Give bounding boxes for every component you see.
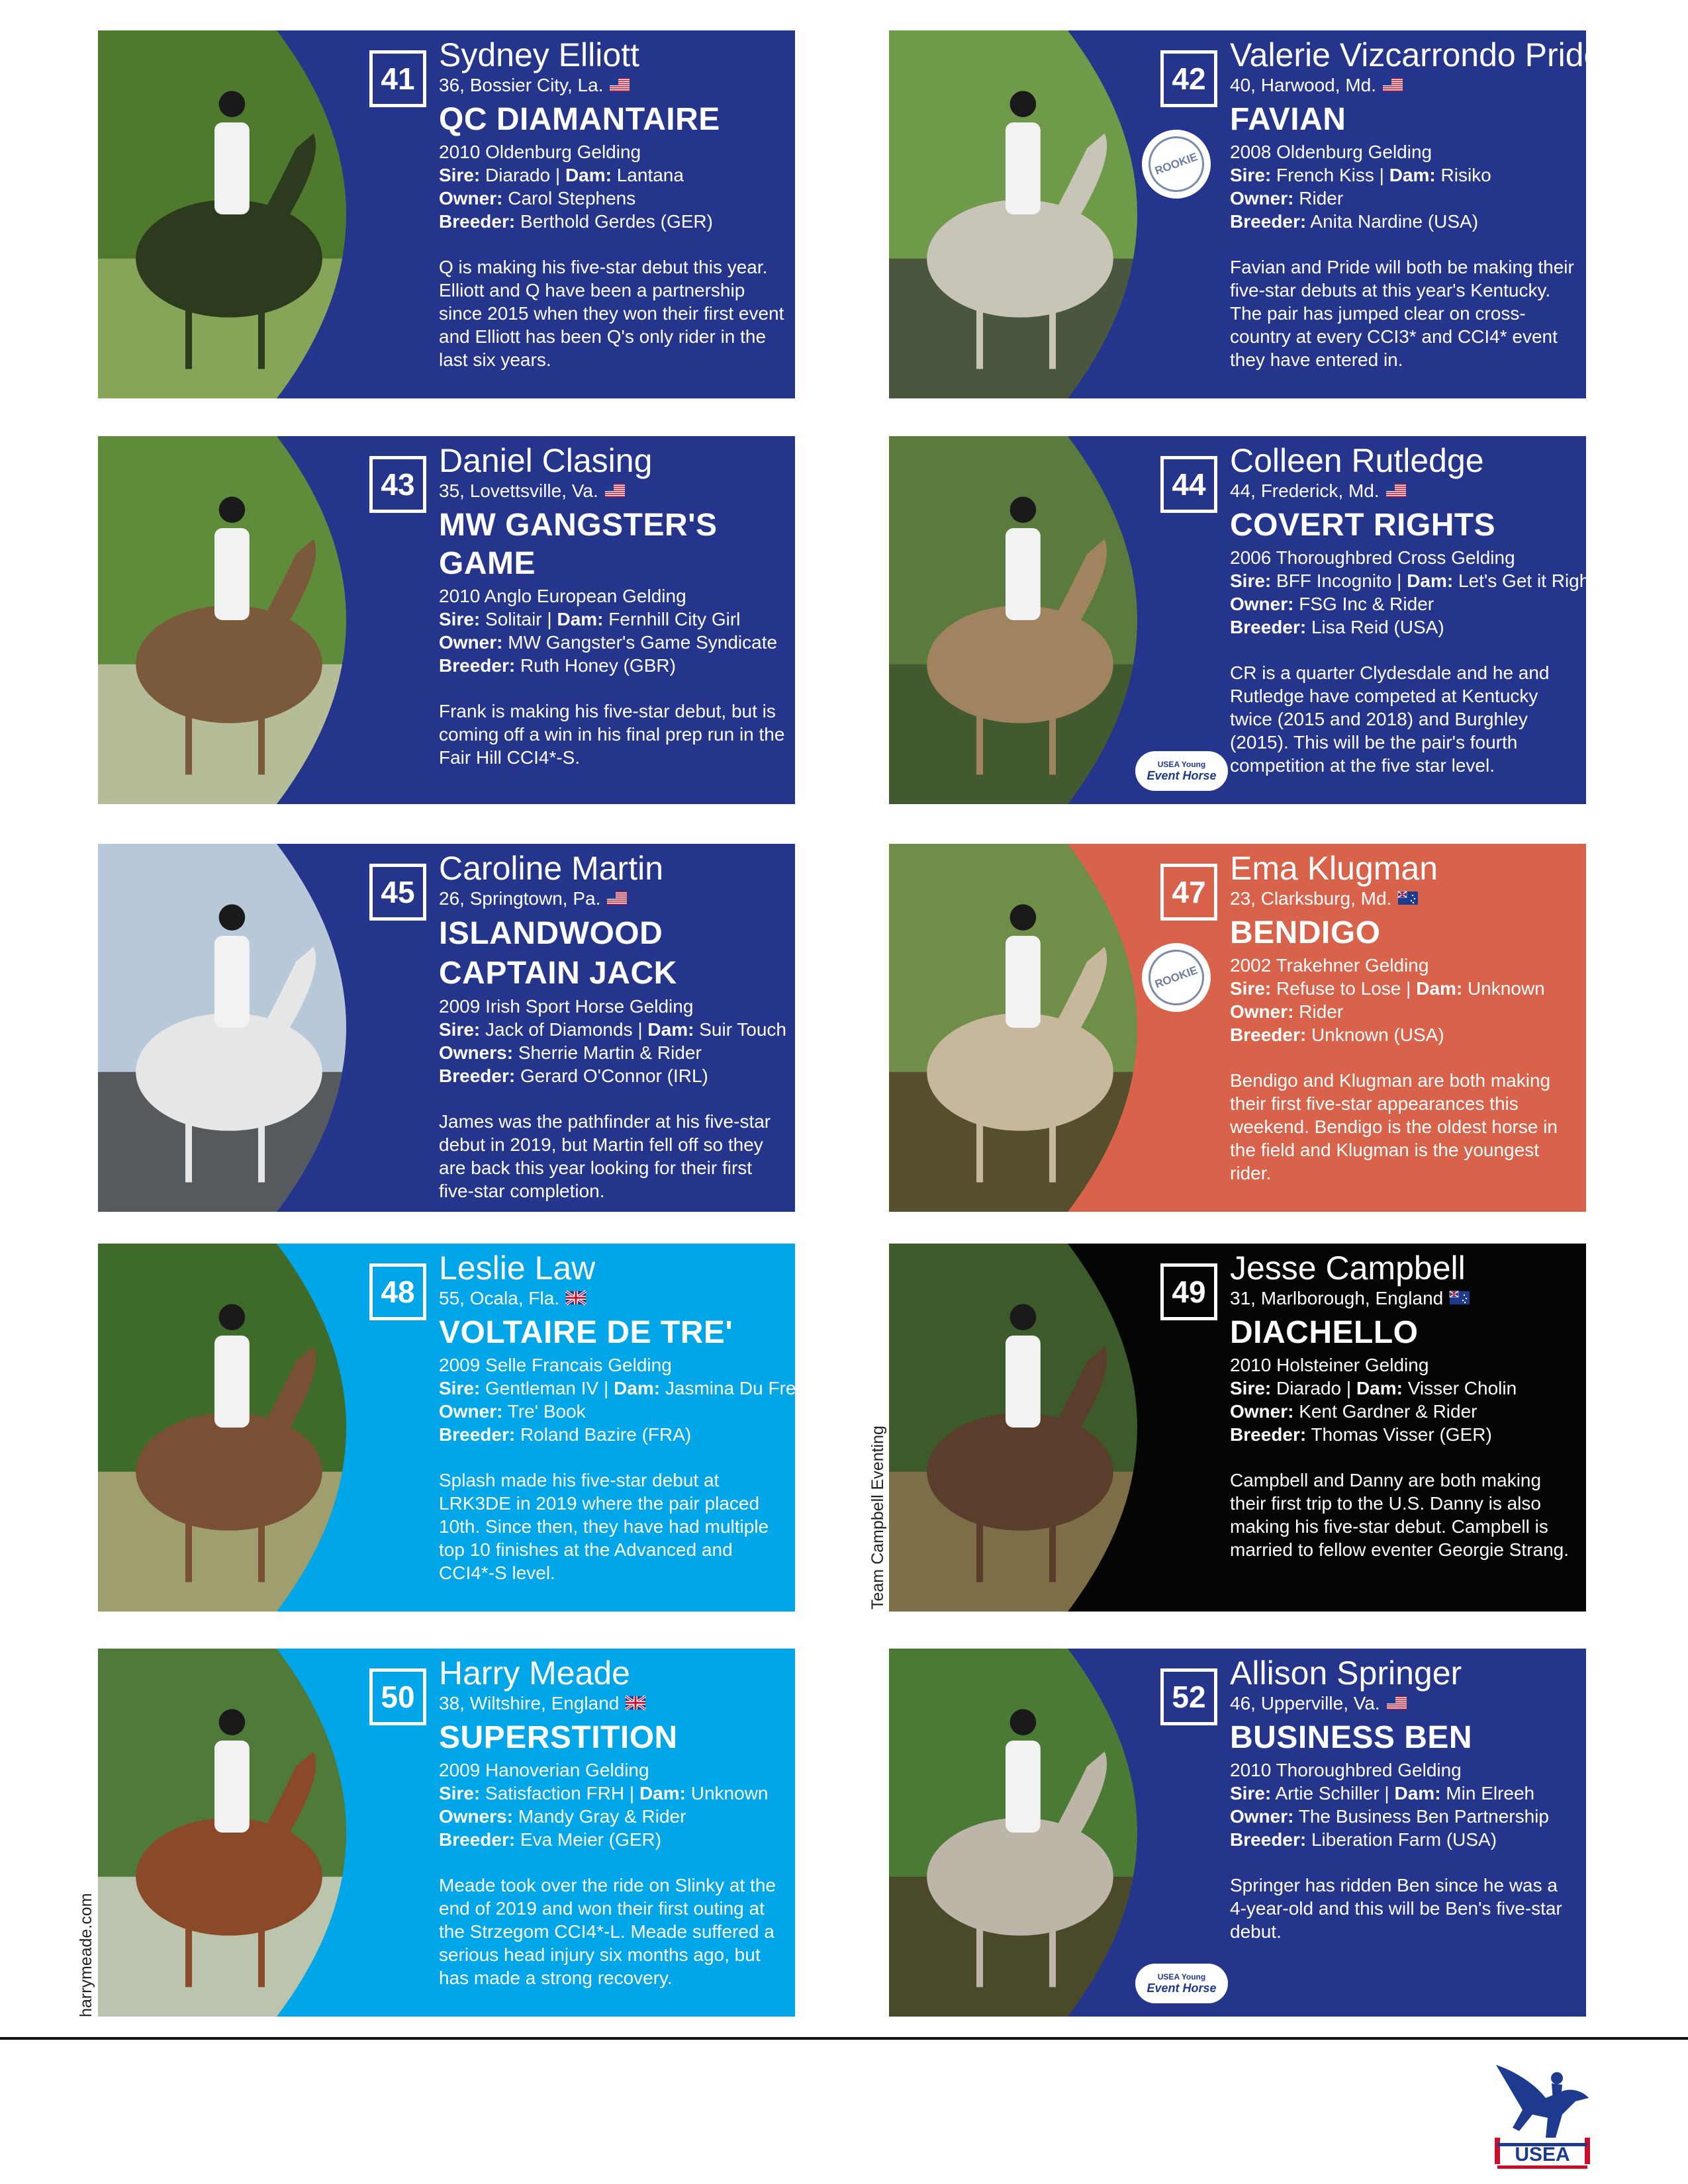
sire-value: Refuse to Lose [1276,978,1401,999]
horse-bio: Favian and Pride will both be making their five-star debuts at this year's Kentucky. The pair has jumped clear on cross-country at every CCI3* and CCI4* event they have entered in. [1230,257,1574,370]
breeder-value: Unknown (USA) [1311,1024,1444,1045]
rider-card-50 [98,1649,795,2017]
sire-label: Sire: [439,1019,481,1040]
horse-name: MW GANGSTER'S GAME [439,508,718,581]
breeder-label: Breeder: [1230,617,1307,637]
horse-bio: CR is a quarter Clydesdale and he and Rutledge have competed at Kentucky twice (2015 and 2018) and Burghley (2015). This will be the pair's fourth competition at the five star level. [1230,662,1550,776]
owner-value: Carol Stephens [508,188,636,208]
rookie-badge-text: ROOKIE [1141,128,1212,200]
horse-details [439,1353,826,1446]
footer-rule [0,2037,1688,2040]
location-text: 55, Ocala, Fla. [439,1288,560,1308]
rider-info [1230,849,1577,1185]
location-text: 40, Harwood, Md. [1230,75,1376,95]
horse-pedigree: Sire: Diarado | Dam: Visser Cholin [1230,1378,1517,1398]
horse-details [1230,546,1595,639]
dam-value: Lantana [616,165,684,185]
logo-line-2: Event Horse [1147,769,1217,782]
rider-photo [889,436,1180,804]
rider-number: 50 [369,1668,426,1725]
horse-owner [1230,187,1577,210]
horse-bio: Bendigo and Klugman are both making their first five-star appearances this weekend. Bendigo is the oldest horse in the field and Klugman is the youngest rider. [1230,1070,1558,1183]
owner-label: Owner: [1230,594,1294,614]
breeder-value: Lisa Reid (USA) [1311,617,1444,637]
location-text: 23, Clarksburg, Md. [1230,888,1392,909]
dam-label: Dam: [647,1019,694,1040]
rider-number: 45 [369,864,426,921]
rider-info [1230,36,1603,371]
horse-breeder [1230,210,1577,233]
breeder-label: Breeder: [1230,1829,1307,1850]
horse-bio: Splash made his five-star debut at LRK3DE in 2019 where the pair placed 10th. Since then, they have had multiple top 10 finishes at the Advanced and CCI4*-S level. [439,1470,769,1583]
rider-photo [889,1244,1180,1612]
horse-breeder [439,1828,786,1851]
horse-breed: 2010 Anglo European Gelding [439,586,686,606]
horse-pedigree: Sire: Gentleman IV | Dam: Jasmina Du Fresne [439,1378,826,1398]
rider-info [439,1249,826,1584]
photo-credit-campbell: Team Campbell Eventing [868,1426,887,1610]
sire-label: Sire: [1230,570,1272,591]
rider-info [1230,1249,1577,1561]
sire-value: BFF Incognito [1276,570,1392,591]
rider-card-45 [98,844,795,1212]
rider-photo [889,1649,1180,2017]
horse-breed: 2002 Trakehner Gelding [1230,955,1429,976]
horse-details [1230,1758,1577,1851]
rider-photo [889,844,1180,1212]
owner-label: Owner: [1230,1806,1294,1827]
dam-value: Suir Touch [699,1019,787,1040]
logo-line-1: USEA Young [1157,1972,1206,1981]
horse-owner [439,187,786,210]
breeder-value: Eva Meier (GER) [520,1829,662,1850]
horse-breed: 2009 Hanoverian Gelding [439,1760,649,1780]
horse-details [1230,140,1577,233]
rider-name: Allison Springer [1230,1655,1462,1692]
rider-name: Valerie Vizcarrondo Pride [1230,36,1603,73]
photo-credit-meade: harrymeade.com [77,1893,95,2017]
horse-owner [1230,592,1577,615]
rider-name: Ema Klugman [1230,850,1438,887]
horse-details [1230,954,1577,1046]
rider-card-42 [889,30,1603,398]
sire-label: Sire: [1230,1378,1272,1398]
horse-owner [439,1041,786,1064]
rider-info [439,441,786,769]
rider-name: Sydney Elliott [439,36,639,73]
flag-icon [566,1287,586,1310]
horse-breeder [439,210,786,233]
rider-photo [98,1649,389,2017]
horse-owner [1230,1805,1577,1828]
sire-label: Sire: [439,165,481,185]
horse-pedigree: Sire: Diarado | Dam: Lantana [439,165,684,185]
usea-logo-text: USEA [1515,2144,1570,2165]
horse-details [1230,1353,1577,1446]
owner-value: Rider [1299,188,1344,208]
owner-value: Kent Gardner & Rider [1299,1401,1477,1422]
rider-photo [889,30,1180,398]
horse-pedigree: Sire: BFF Incognito | Dam: Let's Get it Right [1230,570,1595,591]
owner-label: Owners: [439,1042,514,1063]
rider-name: Harry Meade [439,1655,630,1692]
horse-breeder [1230,1023,1577,1046]
location-text: 31, Marlborough, England [1230,1288,1444,1308]
rider-card-43 [98,436,795,804]
horse-details [439,584,786,677]
horse-details [439,1758,786,1851]
horse-owner [439,1400,786,1423]
sire-value: Jack of Diamonds [485,1019,633,1040]
rookie-badge [1142,130,1211,199]
owner-value: Sherrie Martin & Rider [518,1042,702,1063]
rider-name: Caroline Martin [439,850,664,887]
horse-breed: 2010 Oldenburg Gelding [439,142,641,162]
rider-info [1230,1654,1577,1943]
owner-label: Owner: [439,1401,503,1422]
dam-label: Dam: [565,165,612,185]
breeder-value: Anita Nardine (USA) [1310,211,1479,232]
flag-icon [1387,1692,1407,1715]
rider-location [1230,74,1577,97]
horse-breeder [1230,1423,1577,1446]
rider-info [439,36,786,371]
horse-owner [439,1805,786,1828]
horse-bio: Q is making his five-star debut this year. Elliott and Q have been a partnership since 2015 when they won their first event and Elliott has been Q's only rider in the last six years. [439,257,784,370]
sire-value: Artie Schiller [1275,1783,1380,1803]
owner-label: Owners: [439,1806,514,1827]
rider-location [1230,887,1577,910]
sire-value: French Kiss [1276,165,1374,185]
flag-icon [1450,1287,1470,1310]
rider-card-49 [889,1244,1586,1612]
young-event-horse-logo [1135,751,1228,791]
breeder-value: Liberation Farm (USA) [1311,1829,1497,1850]
dam-label: Dam: [1407,570,1454,591]
young-event-horse-logo [1135,1964,1228,2003]
rider-location [1230,1287,1577,1310]
dam-value: Visser Cholin [1407,1378,1517,1398]
rider-name: Daniel Clasing [439,442,653,479]
owner-value: Mandy Gray & Rider [518,1806,686,1827]
location-text: 36, Bossier City, La. [439,75,604,95]
breeder-label: Breeder: [1230,211,1307,232]
location-text: 46, Upperville, Va. [1230,1693,1380,1713]
flag-icon [1383,74,1403,97]
rider-number: 49 [1160,1263,1217,1320]
dam-value: Fernhill City Girl [608,609,741,629]
horse-name: ISLANDWOOD CAPTAIN JACK [439,916,677,991]
breeder-value: Roland Bazire (FRA) [520,1424,692,1445]
rider-location [439,480,786,502]
breeder-label: Breeder: [439,1829,516,1850]
horse-breed: 2006 Thoroughbred Cross Gelding [1230,547,1515,568]
dam-value: Risiko [1440,165,1491,185]
horse-name: VOLTAIRE DE TRE' [439,1315,733,1350]
flag-icon [605,480,625,502]
rider-number: 41 [369,50,426,107]
rider-card-52 [889,1649,1586,2017]
owner-label: Owner: [1230,188,1294,208]
horse-name: BUSINESS BEN [1230,1720,1473,1755]
horse-pedigree: Sire: French Kiss | Dam: Risiko [1230,165,1491,185]
breeder-value: Berthold Gerdes (GER) [520,211,713,232]
horse-owner [1230,1400,1577,1423]
breeder-label: Breeder: [1230,1024,1307,1045]
rider-card-48 [98,1244,826,1612]
dam-value: Let's Get it Right [1458,570,1595,591]
sire-label: Sire: [439,609,481,629]
rider-photo [98,436,389,804]
rider-location [439,887,786,910]
breeder-value: Ruth Honey (GBR) [520,655,676,676]
owner-label: Owner: [439,632,503,653]
horse-pedigree: Sire: Solitair | Dam: Fernhill City Girl [439,609,741,629]
dam-label: Dam: [1356,1378,1403,1398]
horse-breeder [439,654,786,677]
dam-label: Dam: [557,609,604,629]
sire-label: Sire: [439,1378,481,1398]
rider-card-47 [889,844,1586,1212]
dam-label: Dam: [1389,165,1436,185]
horse-breed: 2010 Thoroughbred Gelding [1230,1760,1462,1780]
horse-name: BENDIGO [1230,915,1381,950]
rider-name: Jesse Campbell [1230,1250,1466,1287]
horse-pedigree: Sire: Satisfaction FRH | Dam: Unknown [439,1783,769,1803]
horse-details [439,995,786,1087]
horse-bio: James was the pathfinder at his five-star debut in 2019, but Martin fell off so they are back this year looking for their first five-star completion. [439,1111,771,1201]
owner-value: FSG Inc & Rider [1299,594,1434,614]
horse-owner [439,631,786,654]
sire-label: Sire: [439,1783,481,1803]
location-text: 35, Lovettsville, Va. [439,480,598,501]
rider-location [439,1287,786,1310]
rider-info [439,849,786,1203]
rider-number: 44 [1160,456,1217,513]
usea-logo [1483,2052,1602,2171]
horse-breed: 2009 Selle Francais Gelding [439,1355,672,1375]
rider-card-41 [98,30,795,398]
sire-value: Diarado [485,165,551,185]
breeder-value: Gerard O'Connor (IRL) [520,1066,708,1086]
flag-icon [626,1692,645,1715]
flag-icon [607,887,627,910]
horse-bio: Meade took over the ride on Slinky at the end of 2019 and won their first outing at the Strzegom CCI4*-L. Meade suffered a serious head injury six months ago, but has made a strong recovery. [439,1875,776,1988]
owner-value: The Business Ben Partnership [1298,1806,1549,1827]
horse-name: COVERT RIGHTS [1230,508,1496,543]
rider-info [1230,441,1595,777]
logo-line-1: USEA Young [1157,760,1206,769]
sire-value: Diarado [1276,1378,1342,1398]
horse-details [439,140,786,233]
dam-label: Dam: [1416,978,1463,999]
dam-label: Dam: [614,1378,661,1398]
horse-breed: 2008 Oldenburg Gelding [1230,142,1432,162]
horse-breeder [1230,615,1577,639]
owner-label: Owner: [439,188,503,208]
owner-value: MW Gangster's Game Syndicate [508,632,778,653]
horse-pedigree: Sire: Refuse to Lose | Dam: Unknown [1230,978,1545,999]
rider-number: 47 [1160,864,1217,921]
breeder-label: Breeder: [1230,1424,1307,1445]
owner-label: Owner: [1230,1001,1294,1022]
rider-location [439,74,786,97]
horse-breeder [439,1064,786,1087]
horse-bio: Springer has ridden Ben since he was a 4-year-old and this will be Ben's five-star debut. [1230,1875,1562,1942]
breeder-label: Breeder: [439,1424,516,1445]
horse-breeder [1230,1828,1577,1851]
flag-icon [1386,480,1406,502]
dam-label: Dam: [639,1783,686,1803]
sire-value: Solitair [485,609,542,629]
sire-label: Sire: [1230,165,1272,185]
rider-name: Leslie Law [439,1250,596,1287]
sire-value: Satisfaction FRH [485,1783,625,1803]
breeder-value: Thomas Visser (GER) [1311,1424,1492,1445]
flag-icon [610,74,630,97]
horse-name: QC DIAMANTAIRE [439,102,720,137]
horse-name: SUPERSTITION [439,1720,678,1755]
rider-photo [98,844,389,1212]
rider-number: 52 [1160,1668,1217,1725]
owner-value: Rider [1299,1001,1344,1022]
dam-label: Dam: [1394,1783,1441,1803]
rider-location [1230,480,1577,502]
location-text: 44, Frederick, Md. [1230,480,1380,501]
sire-label: Sire: [1230,978,1272,999]
sire-label: Sire: [1230,1783,1272,1803]
rider-location [1230,1692,1577,1715]
breeder-label: Breeder: [439,655,516,676]
dam-value: Unknown [1468,978,1545,999]
horse-pedigree: Sire: Jack of Diamonds | Dam: Suir Touch [439,1019,787,1040]
horse-breed: 2010 Holsteiner Gelding [1230,1355,1429,1375]
logo-line-2: Event Horse [1147,1981,1217,1995]
rider-card-44 [889,436,1595,804]
dam-value: Unknown [690,1783,769,1803]
horse-bio: Frank is making his five-star debut, but is coming off a win in his final prep run in the Fair Hill CCI4*-S. [439,701,785,768]
breeder-label: Breeder: [439,1066,516,1086]
location-text: 26, Springtown, Pa. [439,888,601,909]
owner-label: Owner: [1230,1401,1294,1422]
horse-name: DIACHELLO [1230,1315,1419,1350]
flag-icon [1398,887,1418,910]
horse-pedigree: Sire: Artie Schiller | Dam: Min Elreeh [1230,1783,1535,1803]
dam-value: Min Elreeh [1446,1783,1535,1803]
rookie-badge [1142,943,1211,1012]
horse-breed: 2009 Irish Sport Horse Gelding [439,996,694,1017]
dam-value: Jasmina Du Fresne [665,1378,826,1398]
horse-owner [1230,1000,1577,1023]
horse-bio: Campbell and Danny are both making their first trip to the U.S. Danny is also making his five-star debut. Campbell is married to fellow eventer Georgie Strang. [1230,1470,1570,1560]
horse-breeder [439,1423,786,1446]
sire-value: Gentleman IV [485,1378,599,1398]
rider-photo [98,30,389,398]
location-text: 38, Wiltshire, England [439,1693,620,1713]
rider-info [439,1654,786,1989]
rider-name: Colleen Rutledge [1230,442,1484,479]
rider-number: 43 [369,456,426,513]
rider-photo [98,1244,389,1612]
breeder-label: Breeder: [439,211,516,232]
owner-value: Tre' Book [507,1401,586,1422]
rider-number: 42 [1160,50,1217,107]
rookie-badge-text: ROOKIE [1141,942,1212,1013]
rider-location [439,1692,786,1715]
horse-name: FAVIAN [1230,102,1346,137]
rider-number: 48 [369,1263,426,1320]
